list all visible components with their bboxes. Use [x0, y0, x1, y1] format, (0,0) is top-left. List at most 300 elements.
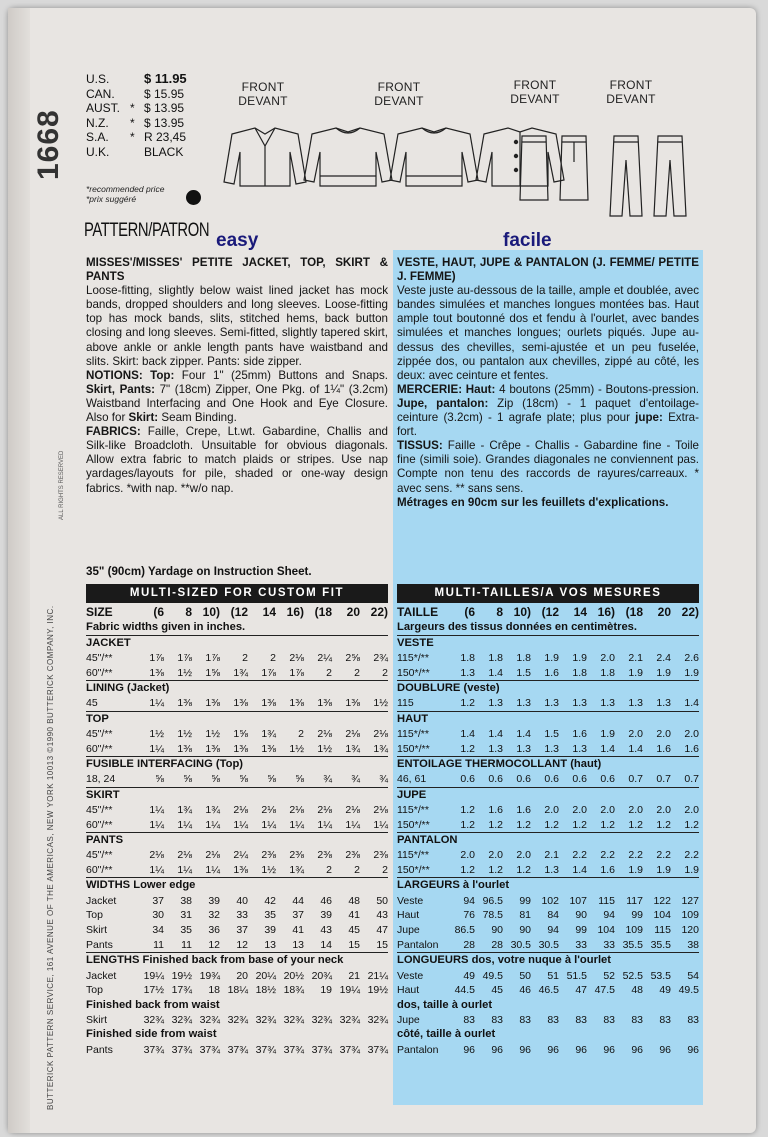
- table-cell: 47: [575, 984, 587, 997]
- table-cell: 1⅜: [177, 742, 192, 755]
- table-cell: 0.6: [488, 773, 503, 786]
- section-title: SKIRT: [86, 787, 388, 803]
- table-cell: 96: [547, 1043, 559, 1056]
- table-cell: 102: [541, 894, 559, 907]
- section-title: LONGUEURS dos, votre nuque à l'ourlet: [397, 952, 699, 968]
- table-cell: ⅝: [295, 773, 304, 786]
- row-label: 46, 61: [397, 773, 427, 786]
- table-cell: 1¼: [345, 818, 360, 831]
- pants-back-sketch: [654, 136, 686, 216]
- table-cell: 1¼: [205, 863, 220, 876]
- size-value: 10): [202, 605, 220, 620]
- top-sketch: [304, 128, 392, 186]
- table-cell: 127: [681, 894, 699, 907]
- table-cell: 1.9: [684, 666, 699, 679]
- table-cell: 2.2: [656, 849, 671, 862]
- table-cell: 12: [208, 938, 220, 951]
- row-label: Haut: [397, 909, 420, 922]
- table-cell: ¾: [379, 773, 388, 786]
- table-cell: 2: [326, 863, 332, 876]
- size-value: 8: [496, 605, 503, 620]
- size-label: SIZE: [86, 605, 113, 620]
- row-label: Pants: [86, 938, 113, 951]
- french-metrages: Métrages en 90cm sur les feuillets d'explications.: [397, 495, 669, 509]
- table-cell: 1.9: [628, 863, 643, 876]
- table-cell: 1¾: [261, 727, 276, 740]
- table-cell: 96: [463, 1043, 475, 1056]
- table-cell: 1.2: [656, 818, 671, 831]
- table-cell: 1¼: [261, 818, 276, 831]
- price-list: [86, 72, 204, 160]
- row-label: Pants: [86, 1043, 113, 1056]
- row-label: 115: [397, 697, 414, 710]
- price-amt: $ 13.95: [144, 115, 185, 130]
- row-label: Top: [86, 984, 103, 997]
- row-label: 45"/**: [86, 651, 113, 664]
- table-cell: 52: [603, 969, 615, 982]
- table-cell: 33: [236, 909, 248, 922]
- section-title: Finished side from waist: [86, 1028, 217, 1041]
- table-cell: 2⅜: [317, 849, 332, 862]
- price-row: [86, 130, 204, 145]
- section-title: TOP: [86, 711, 388, 727]
- table-cell: 1¾: [205, 803, 220, 816]
- table-cell: 96: [687, 1043, 699, 1056]
- table-cell: 2⅛: [317, 803, 332, 816]
- table-cell: 20: [236, 969, 248, 982]
- recommended-price-note: *recommended price *prix suggéré: [86, 184, 165, 204]
- size-value: 20: [657, 605, 671, 620]
- table-cell: 2.2: [600, 849, 615, 862]
- table-cell: 2⅛: [345, 727, 360, 740]
- table-cell: 19: [320, 984, 332, 997]
- table-cell: 2⅛: [261, 803, 276, 816]
- table-cell: 33: [575, 938, 587, 951]
- section-title: LENGTHS Finished back from base of your neck: [86, 952, 388, 968]
- skirt-sketch: [520, 136, 548, 200]
- section-title: LARGEURS à l'ourlet: [397, 877, 699, 893]
- table-cell: 1.3: [544, 863, 559, 876]
- table-cell: 2¼: [317, 651, 332, 664]
- table-cell: 21: [348, 969, 360, 982]
- section-title: FUSIBLE INTERFACING (Top): [86, 756, 388, 772]
- front-label-skirt: FRONT DEVANT: [510, 78, 560, 106]
- table-cell: 17¾: [171, 984, 192, 997]
- table-cell: 1⅞: [205, 651, 220, 664]
- table-cell: 19½: [171, 969, 192, 982]
- table-cell: 1.9: [600, 727, 615, 740]
- table-cell: 2.0: [600, 803, 615, 816]
- table-cell: 1.3: [516, 697, 531, 710]
- table-cell: 2⅛: [177, 849, 192, 862]
- table-cell: ⅝: [267, 773, 276, 786]
- french-description: [397, 256, 699, 510]
- table-cell: 1½: [149, 727, 164, 740]
- table-cell: 2⅝: [345, 651, 360, 664]
- row-label: Top: [86, 909, 103, 922]
- table-cell: 1¼: [317, 818, 332, 831]
- table-cell: ⅝: [211, 773, 220, 786]
- table-cell: 2.6: [684, 651, 699, 664]
- table-cell: 1.6: [516, 803, 531, 816]
- table-cell: 96: [519, 1043, 531, 1056]
- table-cell: 47: [376, 924, 388, 937]
- table-cell: 32¾: [311, 1013, 332, 1026]
- table-cell: 2: [382, 666, 388, 679]
- price-star: *: [130, 130, 135, 145]
- table-cell: 1⅜: [205, 742, 220, 755]
- table-cell: 2.0: [684, 803, 699, 816]
- table-row: [397, 696, 699, 711]
- table-row: [397, 938, 699, 953]
- table-cell: 1.9: [544, 651, 559, 664]
- table-cell: 1½: [177, 727, 192, 740]
- price-star: *: [130, 101, 135, 116]
- table-row: [397, 848, 699, 863]
- size-value: 16): [597, 605, 615, 620]
- table-cell: 1¼: [289, 818, 304, 831]
- table-cell: 1.3: [516, 742, 531, 755]
- table-cell: 2⅛: [345, 803, 360, 816]
- table-cell: 2¼: [233, 849, 248, 862]
- table-cell: 104: [653, 909, 671, 922]
- section-title: côté, taille à ourlet: [397, 1028, 496, 1041]
- table-cell: 1.4: [516, 727, 531, 740]
- table-cell: 41: [292, 924, 304, 937]
- price-star: [130, 72, 144, 87]
- table-cell: 54: [687, 969, 699, 982]
- table-cell: 1.2: [516, 863, 531, 876]
- table-cell: 1½: [317, 742, 332, 755]
- table-cell: 1.5: [544, 727, 559, 740]
- table-cell: 1.3: [488, 742, 503, 755]
- table-cell: 99: [575, 924, 587, 937]
- table-row: [86, 1013, 388, 1028]
- english-notions: NOTIONS: Top: Four 1" (25mm) Buttons and Snaps. Skirt, Pants: 7" (18cm) Zipper, One Pkg. of 1¼" (3.2cm) Waistband Interfacing and One Hook and Eye Closure. Also for Skirt: Seam Binding.: [86, 368, 389, 425]
- table-cell: 42: [264, 894, 276, 907]
- table-cell: 1.3: [488, 697, 503, 710]
- table-row: [86, 938, 388, 953]
- table-cell: 2⅛: [373, 803, 388, 816]
- table-cell: 1⅜: [177, 697, 192, 710]
- widths-note: Largeurs des tissus données en centimètres.: [397, 620, 637, 633]
- table-cell: 84: [547, 909, 559, 922]
- row-label: Veste: [397, 894, 424, 907]
- row-label: Skirt: [86, 1013, 107, 1026]
- table-cell: 1.6: [572, 727, 587, 740]
- table-cell: 1.9: [684, 863, 699, 876]
- section-title: ENTOILAGE THERMOCOLLANT (haut): [397, 756, 699, 772]
- price-amt: $ 13.95: [144, 101, 185, 116]
- table-cell: 1⅞: [149, 651, 164, 664]
- table-cell: 2.2: [628, 849, 643, 862]
- table-cell: 32¾: [143, 1013, 164, 1026]
- price-amt: R 23,45: [144, 130, 187, 145]
- table-cell: 1¼: [149, 803, 164, 816]
- table-row: [397, 665, 699, 680]
- table-cell: 2.0: [516, 849, 531, 862]
- size-row: [86, 605, 388, 620]
- table-cell: 30.5: [510, 938, 531, 951]
- english-description: [86, 256, 388, 496]
- table-row: [397, 983, 699, 998]
- yardage-note: 35" (90cm) Yardage on Instruction Sheet.: [86, 565, 312, 578]
- table-cell: 37: [152, 894, 164, 907]
- table-cell: 38: [687, 938, 699, 951]
- table-row: [397, 650, 699, 665]
- section-title: WIDTHS Lower edge: [86, 877, 388, 893]
- table-cell: 1⅜: [345, 697, 360, 710]
- row-label: 115*/**: [397, 803, 429, 816]
- table-row: [86, 650, 388, 665]
- table-cell: 1½: [261, 863, 276, 876]
- table-cell: 33: [603, 938, 615, 951]
- table-cell: 83: [603, 1013, 615, 1026]
- rights-text: ALL RIGHTS RESERVED: [59, 450, 65, 520]
- table-cell: 2: [354, 863, 360, 876]
- table-cell: 1.2: [460, 742, 475, 755]
- section-title: PANTALON: [397, 832, 699, 848]
- price-cty: N.Z.: [86, 115, 109, 130]
- table-cell: 1¾: [177, 803, 192, 816]
- table-cell: 49.5: [678, 984, 699, 997]
- table-cell: 1¼: [149, 818, 164, 831]
- table-cell: 1.6: [656, 742, 671, 755]
- table-cell: 90: [575, 909, 587, 922]
- table-cell: 19¼: [339, 984, 360, 997]
- table-cell: 1.2: [628, 818, 643, 831]
- table-cell: 94: [547, 924, 559, 937]
- table-cell: 41: [348, 909, 360, 922]
- table-cell: 38: [180, 894, 192, 907]
- table-cell: 1.2: [600, 818, 615, 831]
- table-cell: 76: [463, 909, 475, 922]
- table-cell: 1½: [177, 666, 192, 679]
- table-cell: 94: [463, 894, 475, 907]
- table-cell: ¾: [351, 773, 360, 786]
- table-cell: 39: [320, 909, 332, 922]
- table-cell: 18: [208, 984, 220, 997]
- table-cell: 2⅜: [289, 849, 304, 862]
- table-cell: 1¾: [233, 666, 248, 679]
- table-cell: 1¼: [149, 742, 164, 755]
- table-cell: 1.2: [544, 818, 559, 831]
- table-cell: 2.0: [544, 803, 559, 816]
- table-cell: 1.6: [684, 742, 699, 755]
- table-cell: 1⅝: [205, 666, 220, 679]
- table-cell: 1⅞: [289, 666, 304, 679]
- table-cell: 19¼: [143, 969, 164, 982]
- table-cell: 1.9: [656, 666, 671, 679]
- table-cell: 46: [320, 894, 332, 907]
- table-cell: 2: [270, 651, 276, 664]
- table-cell: 1¼: [177, 863, 192, 876]
- row-label: 18, 24: [86, 773, 116, 786]
- table-cell: 96: [603, 1043, 615, 1056]
- table-cell: 1.8: [488, 651, 503, 664]
- table-cell: 96: [491, 1043, 503, 1056]
- table-cell: 53.5: [650, 969, 671, 982]
- size-value: 14: [262, 605, 276, 620]
- table-cell: 37¾: [367, 1043, 388, 1056]
- table-cell: 1.2: [488, 863, 503, 876]
- table-cell: 1½: [205, 727, 220, 740]
- row-label: Pantalon: [397, 938, 439, 951]
- pattern-number: 1668: [32, 109, 65, 180]
- table-cell: 45: [348, 924, 360, 937]
- table-cell: 18¼: [227, 984, 248, 997]
- front-label-pants: FRONT DEVANT: [606, 78, 656, 106]
- table-cell: 2: [242, 651, 248, 664]
- table-cell: 107: [569, 894, 587, 907]
- table-cell: 1¾: [289, 863, 304, 876]
- row-label: 115*/**: [397, 651, 429, 664]
- table-cell: 1.4: [684, 697, 699, 710]
- table-cell: 2.4: [656, 651, 671, 664]
- table-cell: 90: [491, 924, 503, 937]
- row-label: 60"/**: [86, 863, 113, 876]
- table-cell: 2.0: [684, 727, 699, 740]
- table-cell: 46.5: [538, 984, 559, 997]
- table-row: [397, 968, 699, 983]
- row-label: 115*/**: [397, 727, 429, 740]
- size-value: (18: [625, 605, 643, 620]
- table-cell: 96: [575, 1043, 587, 1056]
- price-row: [86, 145, 204, 160]
- table-cell: 11: [181, 938, 192, 951]
- table-cell: 37¾: [255, 1043, 276, 1056]
- table-cell: 1.9: [572, 651, 587, 664]
- pattern-label: PATTERN/PATRON: [84, 220, 210, 241]
- table-cell: 36: [208, 924, 220, 937]
- table-cell: 1¼: [205, 818, 220, 831]
- table-cell: 50: [376, 894, 388, 907]
- price-star: *: [130, 115, 135, 130]
- table-banner: MULTI-TAILLES/A VOS MESURES: [397, 584, 699, 603]
- table-cell: 0.6: [572, 773, 587, 786]
- table-cell: 49.5: [482, 969, 503, 982]
- table-cell: 37¾: [143, 1043, 164, 1056]
- row-label: Veste: [397, 969, 424, 982]
- table-cell: 1.8: [516, 651, 531, 664]
- table-cell: 1⅜: [233, 742, 248, 755]
- table-cell: 2.0: [572, 803, 587, 816]
- table-cell: 120: [681, 924, 699, 937]
- table-cell: 2.0: [460, 849, 475, 862]
- table-cell: 0.6: [600, 773, 615, 786]
- table-row: [86, 665, 388, 680]
- table-cell: 2.2: [684, 849, 699, 862]
- price-amt: BLACK: [144, 144, 184, 159]
- table-row: [86, 863, 388, 878]
- table-cell: 20¾: [311, 969, 332, 982]
- table-cell: 2.0: [600, 651, 615, 664]
- table-cell: 83: [659, 1013, 671, 1026]
- table-cell: 1.3: [628, 697, 643, 710]
- table-cell: 35: [180, 924, 192, 937]
- table-cell: 1.2: [572, 818, 587, 831]
- table-cell: 47.5: [594, 984, 615, 997]
- table-cell: 1¼: [149, 863, 164, 876]
- row-label: Pantalon: [397, 1043, 439, 1056]
- table-row: [397, 817, 699, 832]
- table-cell: 45: [491, 984, 503, 997]
- table-row: [86, 848, 388, 863]
- french-mercerie: MERCERIE: Haut: 4 boutons (25mm) - Boutons-pression. Jupe, pantalon: Zip (18cm) - 1 paquet d'entoilage-ceinture (3.2cm) - 1 agrafe plate; plus pour jupe: Extra-fort.: [397, 382, 699, 439]
- table-row: [397, 863, 699, 878]
- table-cell: 0.7: [656, 773, 671, 786]
- table-cell: 30: [152, 909, 164, 922]
- english-fabrics: FABRICS: Faille, Crepe, Lt.wt. Gabardine, Challis and Silk-like Broadcloth. Unsuitable for obvious diagonals. Allow extra fabric to match plaids or stripes. Use nap yardages/layouts for pile, shaded or one-way design fabrics. *with nap. **w/o nap.: [86, 425, 388, 495]
- table-cell: 43: [376, 909, 388, 922]
- table-cell: 1.3: [572, 697, 587, 710]
- table-cell: 18¾: [283, 984, 304, 997]
- table-cell: 40: [236, 894, 248, 907]
- table-cell: 1.9: [628, 666, 643, 679]
- table-cell: 39: [208, 894, 220, 907]
- table-cell: 1.6: [600, 863, 615, 876]
- table-cell: 28: [463, 938, 475, 951]
- table-cell: 78.5: [482, 909, 503, 922]
- size-value: (6: [153, 605, 164, 620]
- table-cell: 1⅜: [261, 697, 276, 710]
- table-cell: 48: [631, 984, 643, 997]
- table-row: [397, 1013, 699, 1028]
- table-cell: 51.5: [566, 969, 587, 982]
- table-cell: 1⅜: [289, 697, 304, 710]
- table-cell: 51: [547, 969, 559, 982]
- table-cell: 2⅛: [289, 803, 304, 816]
- table-row: [86, 741, 388, 756]
- table-cell: 1⅝: [233, 727, 248, 740]
- table-cell: 2.0: [628, 727, 643, 740]
- table-cell: 37¾: [283, 1043, 304, 1056]
- table-cell: 1.8: [460, 651, 475, 664]
- size-value: (12: [541, 605, 559, 620]
- table-cell: 52.5: [622, 969, 643, 982]
- top-variation-sketch: [390, 128, 478, 186]
- english-title: MISSES'/MISSES' PETITE JACKET, TOP, SKIRT & PANTS: [86, 256, 388, 284]
- table-cell: 19¾: [199, 969, 220, 982]
- black-dot-icon: [186, 190, 201, 205]
- size-value: 16): [286, 605, 304, 620]
- table-cell: ¾: [323, 773, 332, 786]
- table-cell: 109: [625, 924, 643, 937]
- table-cell: 37¾: [339, 1043, 360, 1056]
- table-cell: 2.0: [656, 803, 671, 816]
- table-cell: 1.3: [572, 742, 587, 755]
- table-cell: 86.5: [454, 924, 475, 937]
- price-row: [86, 116, 204, 131]
- table-cell: 99: [631, 909, 643, 922]
- table-cell: 21¼: [367, 969, 388, 982]
- table-cell: 1.4: [460, 727, 475, 740]
- table-cell: 2.0: [656, 727, 671, 740]
- price-amt: $ 15.95: [144, 86, 185, 101]
- row-label: 150*/**: [397, 742, 430, 755]
- table-cell: 1⅜: [149, 666, 164, 679]
- table-cell: 104: [597, 924, 615, 937]
- table-cell: 15: [376, 938, 388, 951]
- table-cell: 43: [320, 924, 332, 937]
- easy-label: easy: [216, 230, 259, 251]
- table-cell: 44.5: [454, 984, 475, 997]
- row-label: 150*/**: [397, 666, 430, 679]
- table-cell: 0.7: [684, 773, 699, 786]
- price-row: [86, 72, 204, 87]
- table-cell: 30.5: [538, 938, 559, 951]
- table-cell: 1.6: [544, 666, 559, 679]
